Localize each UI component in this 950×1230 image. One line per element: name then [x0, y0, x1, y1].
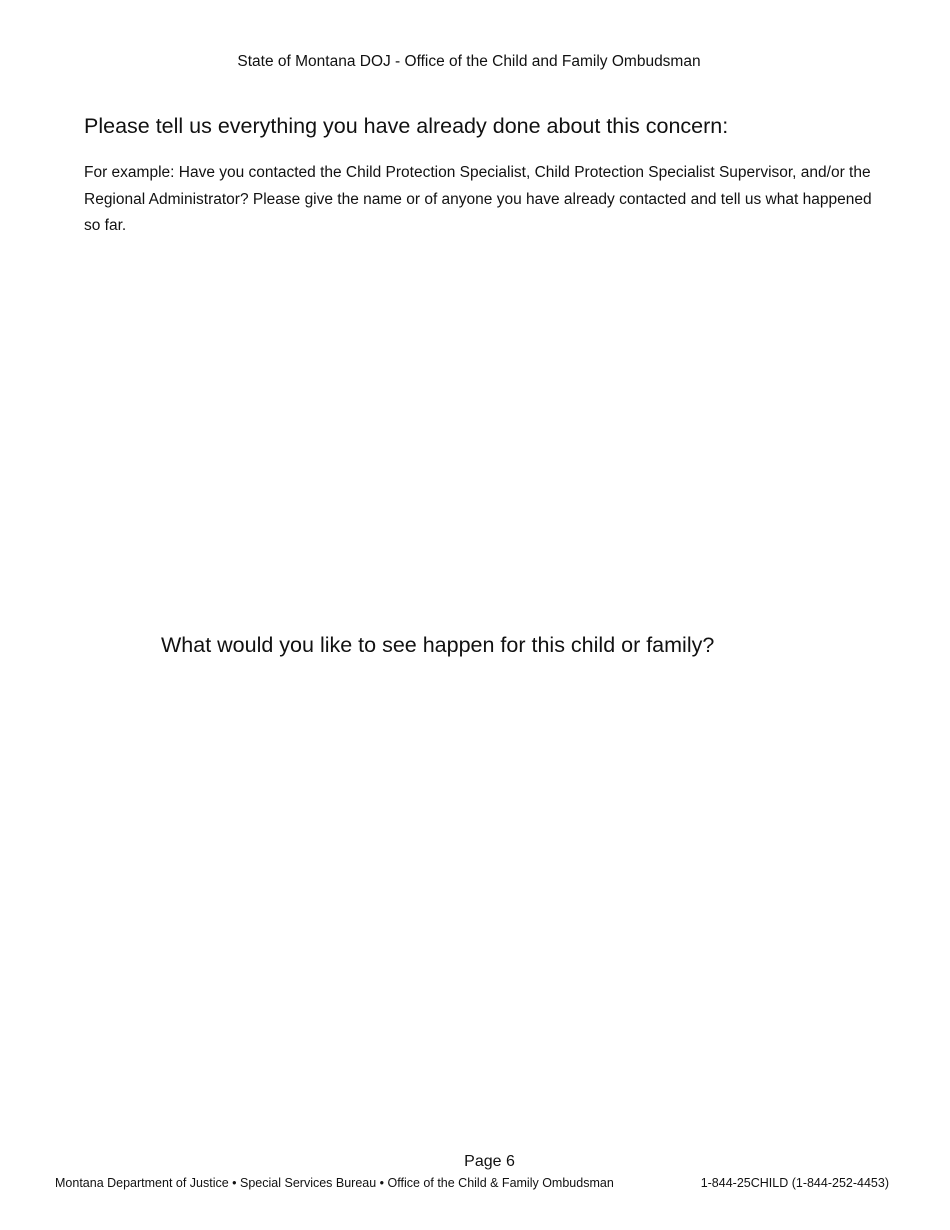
- answer-area-desired-outcome[interactable]: [84, 675, 884, 1135]
- page-number: Page 6: [464, 1153, 515, 1170]
- answer-area-actions-taken[interactable]: [84, 245, 884, 615]
- footer-organization: Montana Department of Justice • Special Services Bureau • Office of the Child & Family Ombudsman: [55, 1176, 614, 1190]
- question-title-actions-taken: Please tell us everything you have already done about this concern:: [84, 114, 729, 138]
- question-help-text: For example: Have you contacted the Child Protection Specialist, Child Protection Specialist Supervisor, and/or the Regional Administrator? Please give the name or of anyone you have already contacted and tell us what happened so far.: [84, 164, 872, 234]
- footer-phone: 1-844-25CHILD (1-844-252-4453): [700, 1176, 889, 1190]
- page-header: State of Montana DOJ - Office of the Child and Family Ombudsman: [237, 53, 701, 70]
- question-title-desired-outcome: What would you like to see happen for this child or family?: [161, 633, 715, 657]
